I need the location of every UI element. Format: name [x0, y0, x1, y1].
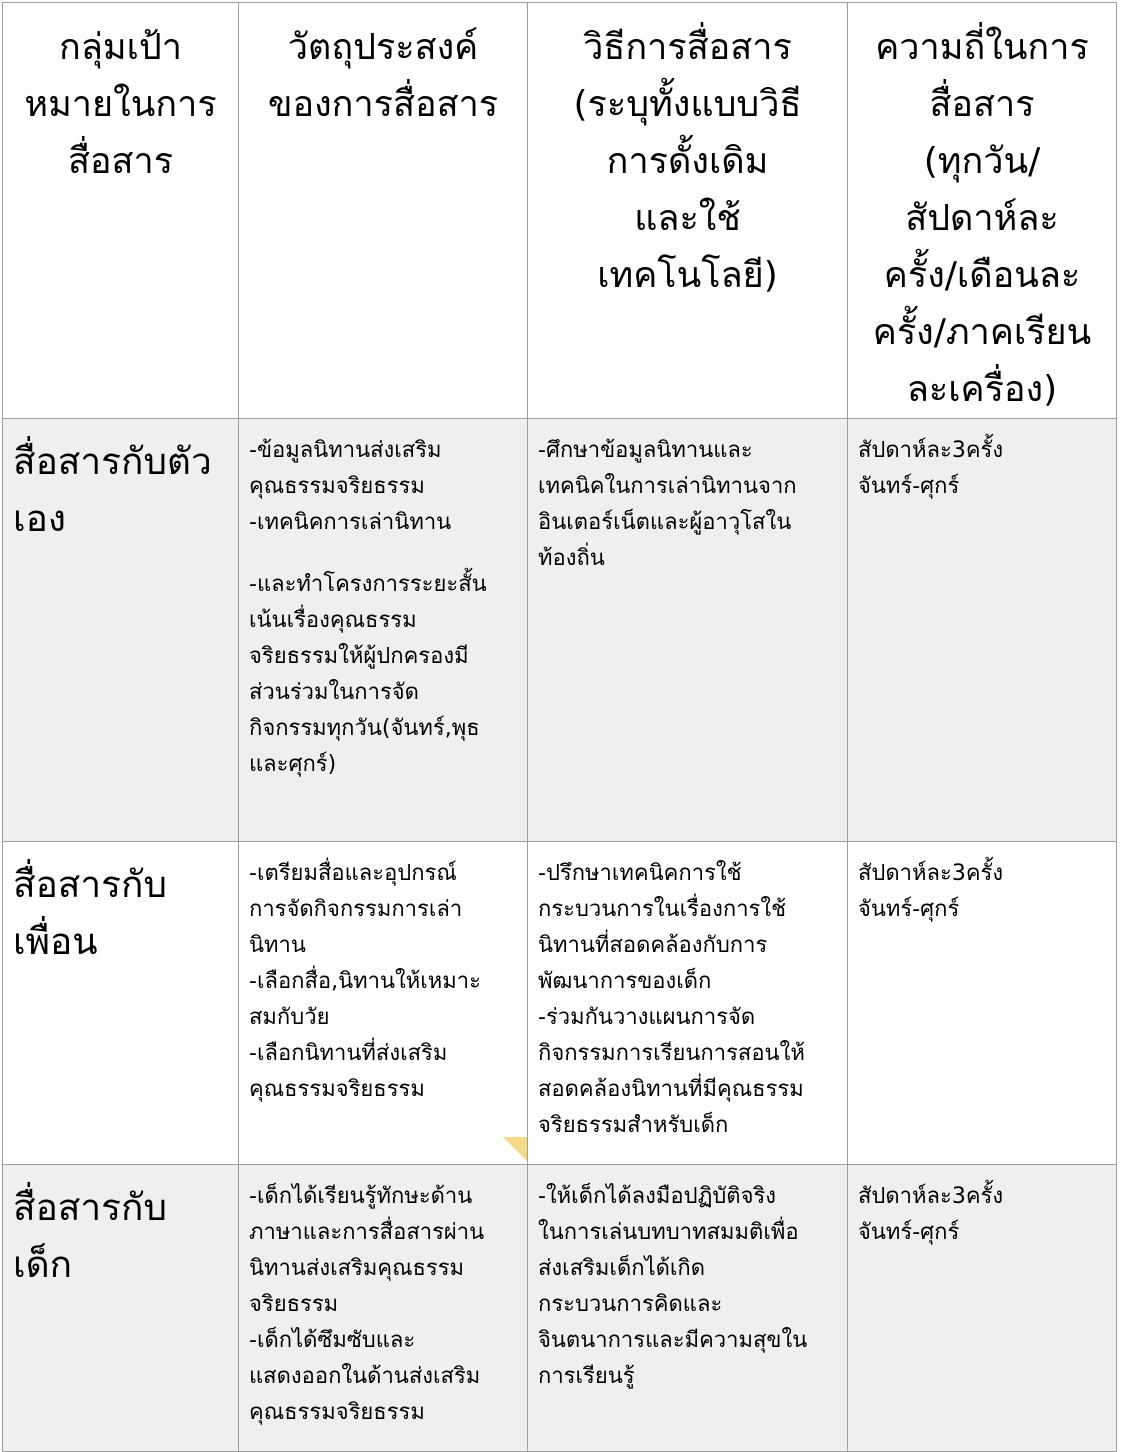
text-line: เน้นเรื่องคุณธรรม [249, 608, 417, 633]
frequency-cell [848, 419, 1117, 842]
objective-cell [239, 1165, 528, 1452]
text-line: -ให้เด็กได้ลงมือปฏิบัติจริง [538, 1184, 777, 1209]
text-line: -และทำโครงการระยะสั้น [249, 572, 487, 597]
header-row [3, 3, 1117, 419]
text-line: -เลือกสื่อ,นิทานให้เหมาะ [249, 969, 481, 994]
text-line: จันทร์-ศุกร์ [858, 474, 960, 499]
text-line: และใช้ [634, 198, 741, 239]
text-line: สื่อสาร [929, 84, 1035, 125]
text-line: วัตถุประสงค์ [287, 27, 479, 68]
method-cell [528, 419, 848, 842]
text-line: นิทาน [249, 933, 306, 958]
table-row [3, 1165, 1117, 1452]
text-line: ท้องถิ่น [538, 546, 605, 571]
text-line: สื่อสาร [67, 141, 174, 182]
text-line: สอดคล้องนิทานที่มีคุณธรรม [538, 1077, 804, 1102]
text-line: กระบวนการคิดและ [538, 1292, 723, 1317]
text-line: สัปดาห์ละ3ครั้ง [858, 438, 1004, 463]
table-row [3, 419, 1117, 842]
text-line: การเรียนรู้ [538, 1364, 635, 1389]
text-line: ของการสื่อสาร [267, 84, 499, 125]
text-line: เทคโนโลยี) [597, 255, 778, 296]
text-line: จริยธรรมสำหรับเด็ก [538, 1113, 729, 1138]
text-line: การดั้งเดิม [606, 141, 769, 182]
text-line: จันทร์-ศุกร์ [858, 897, 960, 922]
frequency-cell [848, 1165, 1117, 1452]
comment-marker-icon[interactable] [503, 1137, 527, 1161]
text-line: สัปดาห์ละ3ครั้ง [858, 861, 1004, 886]
text-line: สัปดาห์ละ3ครั้ง [858, 1184, 1004, 1209]
table-row [3, 842, 1117, 1165]
text-line: -ศึกษาข้อมูลนิทานและ [538, 438, 753, 463]
text-line: ละเครื่อง) [906, 369, 1058, 410]
group-cell [3, 419, 239, 842]
header-target-group [3, 3, 239, 419]
text-line: หมายในการ [24, 84, 217, 125]
text-line: กิจกรรมทุกวัน(จันทร์,พุธ [249, 716, 480, 741]
text-line: อินเตอร์เน็ตและผู้อาวุโสใน [538, 510, 792, 535]
communication-plan-table [2, 2, 1117, 1452]
text-line: ครั้ง/ภาคเรียน [872, 312, 1092, 353]
text-line: สัปดาห์ละ [905, 198, 1059, 239]
header-frequency [848, 3, 1117, 419]
text-line: ส่วนร่วมในการจัด [249, 680, 419, 705]
text-line: คุณธรรมจริยธรรม [249, 1077, 425, 1102]
text-line: เพื่อน [13, 920, 98, 963]
text-line: -เตรียมสื่อและอุปกรณ์ [249, 861, 457, 886]
text-line: นิทานที่สอดคล้องกับการ [538, 933, 768, 958]
line-spacer [249, 541, 517, 567]
text-line: สมกับวัย [249, 1005, 330, 1030]
text-line: จันทร์-ศุกร์ [858, 1220, 960, 1245]
text-line: -เด็กได้ซึมซับและ [249, 1328, 416, 1353]
header-objective [239, 3, 528, 419]
text-line: ครั้ง/เดือนละ [883, 255, 1081, 296]
text-line: -ร่วมกันวางแผนการจัด [538, 1005, 756, 1030]
text-line: -เด็กได้เรียนรู้ทักษะด้าน [249, 1184, 473, 1209]
text-line: -เทคนิคการเล่านิทาน [249, 510, 452, 535]
text-line: จินตนาการและมีความสุขใน [538, 1328, 808, 1353]
text-line: กระบวนการในเรื่องการใช้ [538, 897, 787, 922]
objective-cell [239, 419, 528, 842]
text-line: วิธีการสื่อสาร [583, 27, 792, 68]
text-line: เด็ก [13, 1243, 73, 1286]
method-cell [528, 842, 848, 1165]
text-line: ความถี่ในการ [875, 27, 1089, 68]
text-line: จริยธรรม [249, 1292, 339, 1317]
text-line: ภาษาและการสื่อสารผ่าน [249, 1220, 485, 1245]
text-line: สื่อสารกับ [13, 1186, 167, 1229]
text-line: คุณธรรมจริยธรรม [249, 474, 425, 499]
text-line: เอง [13, 497, 66, 540]
text-line: พัฒนาการของเด็ก [538, 969, 712, 994]
frequency-cell [848, 842, 1117, 1165]
text-line: การจัดกิจกรรมการเล่า [249, 897, 463, 922]
text-line: -ปรึกษาเทคนิคการใช้ [538, 861, 742, 886]
header-method [528, 3, 848, 419]
text-line: กิจกรรมการเรียนการสอนให้ [538, 1041, 805, 1066]
method-cell [528, 1165, 848, 1452]
text-line: จริยธรรมให้ผู้ปกครองมี [249, 644, 469, 669]
text-line: นิทานส่งเสริมคุณธรรม [249, 1256, 465, 1281]
text-line: ส่งเสริมเด็กได้เกิด [538, 1256, 706, 1281]
text-line: ในการเล่นบทบาทสมมติเพื่อ [538, 1220, 799, 1245]
text-line: สื่อสารกับตัว [13, 440, 212, 483]
text-line: (ทุกวัน/ [923, 141, 1041, 182]
text-line: -เลือกนิทานที่ส่งเสริม [249, 1041, 448, 1066]
group-cell [3, 842, 239, 1165]
text-line: เทคนิคในการเล่านิทานจาก [538, 474, 797, 499]
text-line: -ข้อมูลนิทานส่งเสริม [249, 438, 442, 463]
objective-cell [239, 842, 528, 1165]
text-line: (ระบุทั้งแบบวิธี [573, 84, 802, 125]
text-line: กลุ่มเป้า [59, 27, 182, 68]
text-line: แสดงออกในด้านส่งเสริม [249, 1364, 481, 1389]
group-cell [3, 1165, 239, 1452]
text-line: คุณธรรมจริยธรรม [249, 1400, 425, 1425]
text-line: สื่อสารกับ [13, 863, 167, 906]
text-line: และศุกร์) [249, 752, 337, 777]
